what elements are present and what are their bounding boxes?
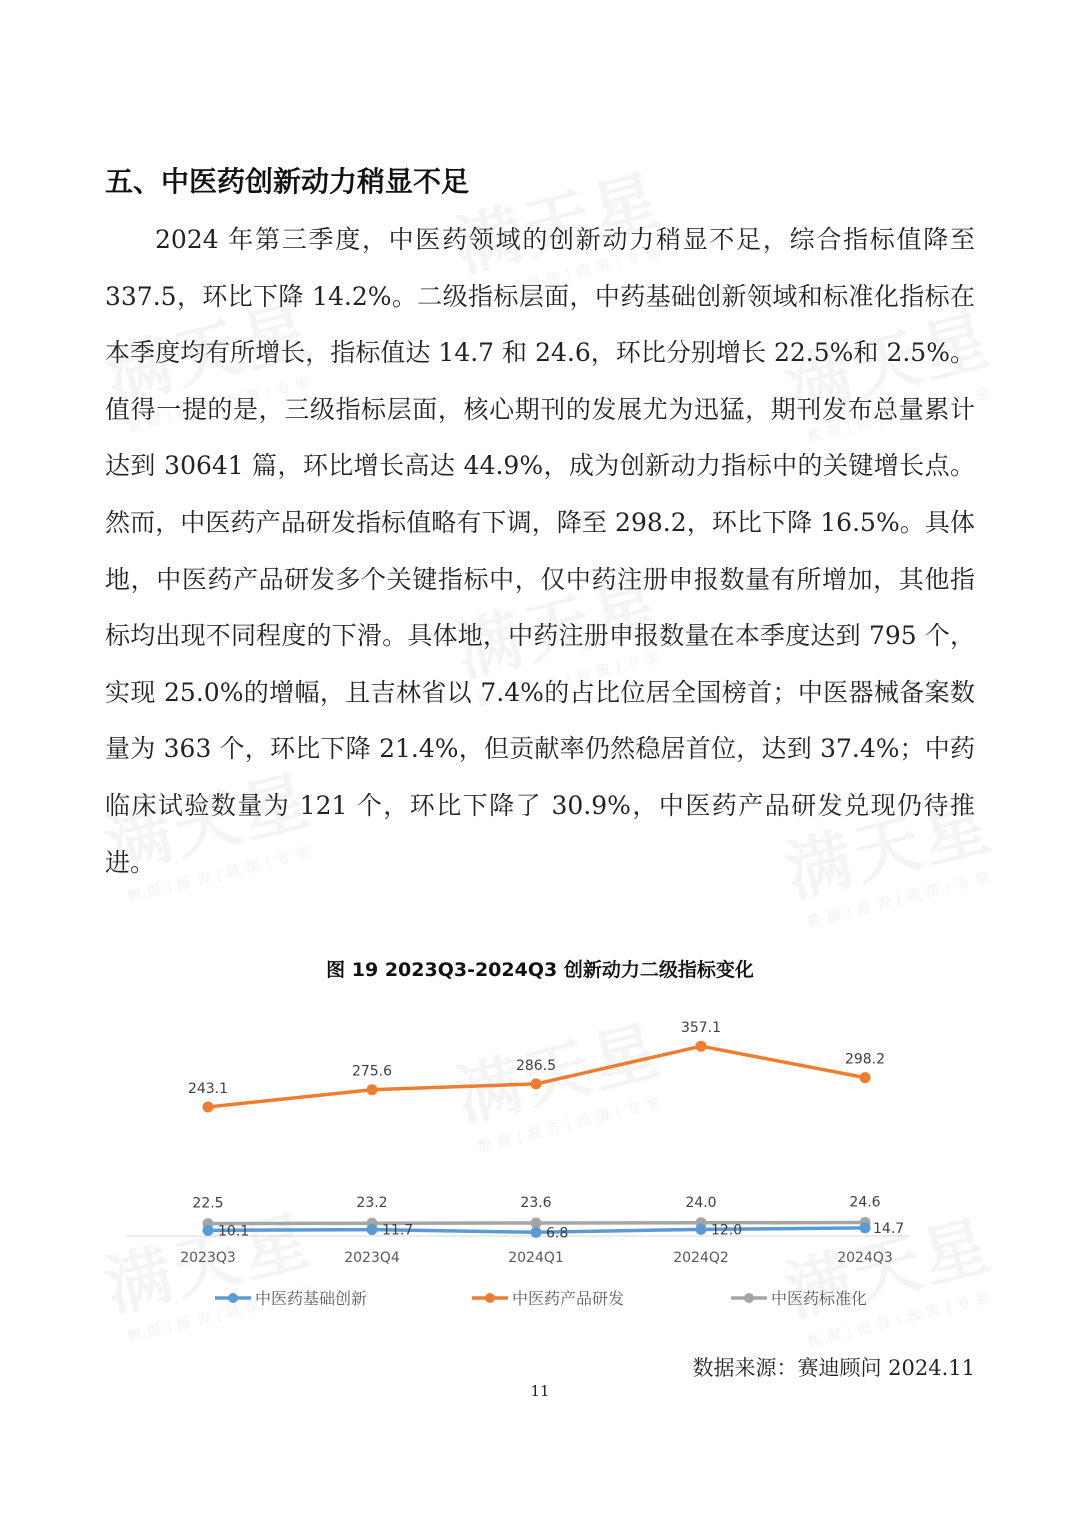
page-number: 11: [530, 1382, 550, 1400]
body-paragraph: 2024 年第三季度，中医药领域的创新动力稍显不足，综合指标值降至 337.5，环比下降 14.2%。二级指标层面，中药基础创新领域和标准化指标在本季度均有所增长，指标值达 14.7 和 24.6，环比分别增长 22.5%和 2.5%。值得一提的是，三级指标层面，核心期刊的发展尤为迅猛，期刊发布总量累计达到 30641 篇，环比增长高达 44.9%，成为创新动力指标中的关键增长点。然而，中医药产品研发指标值略有下调，降至 298.2，环比下降 16.5%。具体地，中医药产品研发多个关键指标中，仅中药注册申报数量有所增加，其他指标均出现不同程度的下滑。具体地，中药注册申报数量在本季度达到 795 个，实现 25.0%的增幅，且吉林省以 7.4%的占比位居全国榜首；中医器械备案数量为 363 个，环比下降 21.4%，但贡献率仍然稳居首位，达到 37.4%；中药临床试验数量为 121 个，环比下降了 30.9%，中医药产品研发兑现仍待推进。: [105, 225, 975, 877]
legend-marker: [485, 1293, 495, 1303]
figure-caption: 图 19 2023Q3-2024Q3 创新动力二级指标变化: [326, 959, 754, 981]
x-tick-label: 2023Q4: [344, 1250, 400, 1266]
data-label: 24.0: [685, 1194, 717, 1211]
data-label: 10.1: [218, 1223, 250, 1240]
data-label: 11.7: [382, 1222, 414, 1239]
data-label: 12.0: [711, 1222, 743, 1239]
data-label: 243.1: [187, 1081, 229, 1097]
section-title: 五、中医药创新动力稍显不足: [105, 165, 470, 198]
data-label: 275.6: [351, 1063, 393, 1080]
data-point: [367, 1084, 378, 1095]
data-point: [696, 1224, 707, 1235]
legend-label: 中医药基础创新: [255, 1289, 368, 1308]
x-tick-label: 2024Q2: [673, 1250, 729, 1266]
x-tick-label: 2023Q3: [180, 1250, 236, 1266]
data-label: 357.1: [680, 1020, 722, 1037]
data-label: 24.6: [849, 1194, 881, 1211]
legend-label: 中医药产品研发: [512, 1289, 625, 1308]
data-point: [531, 1227, 542, 1238]
data-label: 22.5: [192, 1195, 224, 1212]
data-label: 23.6: [520, 1195, 552, 1212]
data-point: [203, 1102, 214, 1113]
data-label: 286.5: [515, 1057, 557, 1074]
data-point: [696, 1041, 707, 1052]
series-line: [208, 1046, 865, 1107]
data-point: [203, 1225, 214, 1236]
legend-marker: [744, 1293, 754, 1303]
data-source: 数据来源：赛迪顾问 2024.11: [692, 1356, 975, 1380]
data-point: [860, 1222, 871, 1233]
data-point: [860, 1072, 871, 1083]
data-label: 14.7: [873, 1220, 905, 1237]
data-label: 6.8: [546, 1225, 569, 1242]
x-tick-label: 2024Q3: [837, 1250, 893, 1266]
x-tick-label: 2024Q1: [508, 1250, 564, 1266]
data-point: [367, 1224, 378, 1235]
legend-marker: [228, 1293, 238, 1303]
line-chart: [0, 990, 1080, 1335]
legend-label: 中医药标准化: [771, 1289, 868, 1308]
data-label: 23.2: [356, 1195, 388, 1212]
data-point: [531, 1078, 542, 1089]
data-label: 298.2: [844, 1051, 886, 1068]
